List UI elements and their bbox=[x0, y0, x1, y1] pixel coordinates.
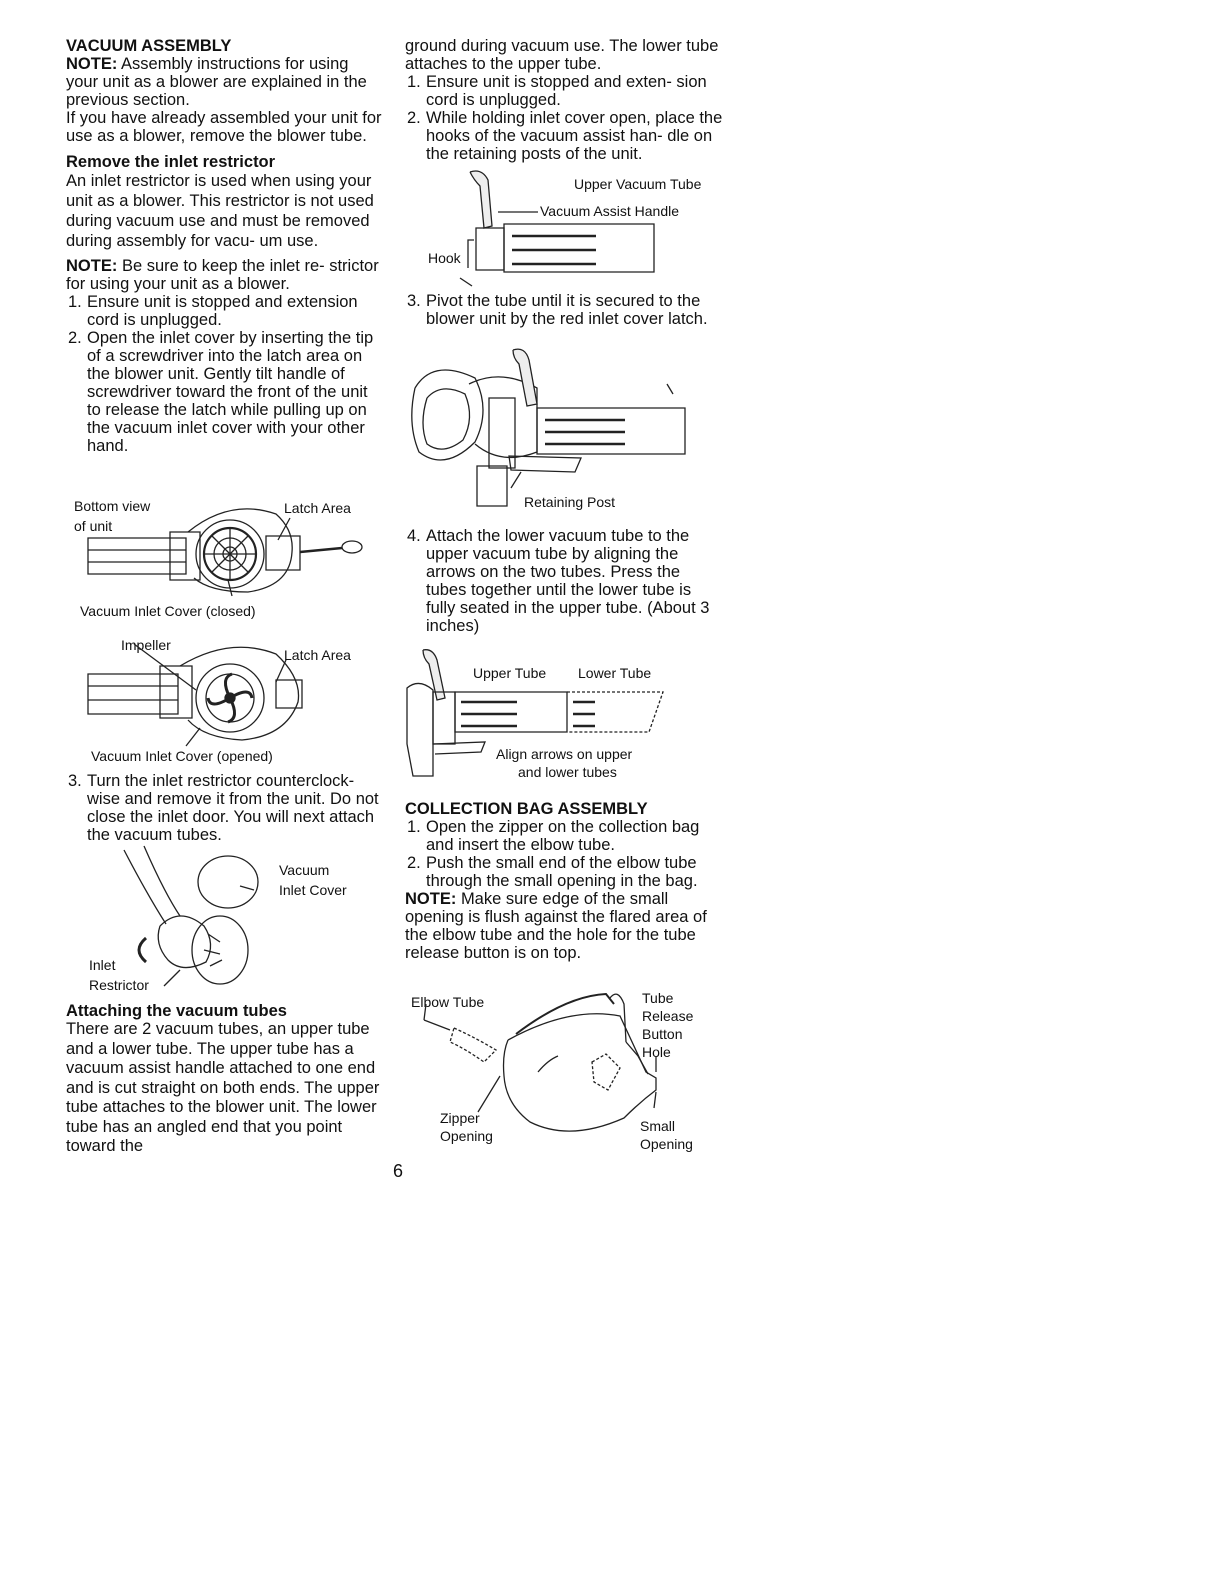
note-label: NOTE: bbox=[66, 257, 118, 275]
closed-caption: Vacuum Inlet Cover (closed) bbox=[80, 603, 256, 619]
inlet-cover-label: Inlet Cover bbox=[279, 882, 347, 898]
hook-label: Hook bbox=[428, 250, 461, 266]
align-line-2: and lower tubes bbox=[518, 764, 617, 780]
note-label: NOTE: bbox=[66, 55, 118, 73]
collection-bag-section bbox=[405, 800, 723, 962]
attaching-section bbox=[66, 1002, 384, 1157]
opened-caption: Vacuum Inlet Cover (opened) bbox=[91, 748, 273, 764]
latch-area-label: Latch Area bbox=[284, 500, 351, 516]
note-text: Be sure to keep the inlet re- strictor for using your unit as a blower. bbox=[66, 257, 379, 293]
impeller-label: Impeller bbox=[121, 637, 171, 653]
vacuum-label: Vacuum bbox=[279, 862, 330, 878]
note-label: NOTE: bbox=[405, 890, 457, 908]
step-3-list bbox=[66, 772, 384, 844]
inlet-restrictor-steps bbox=[66, 293, 384, 455]
left-column bbox=[66, 37, 384, 455]
upper-tube-label: Upper Tube bbox=[473, 665, 547, 681]
retaining-post-figure bbox=[405, 348, 695, 518]
release-label: Release bbox=[642, 1008, 694, 1024]
continued-para: ground during vacuum use. The lower tube attaches to the upper tube. bbox=[405, 37, 719, 73]
upper-vacuum-tube-label: Upper Vacuum Tube bbox=[574, 176, 702, 192]
vacuum-assembly-heading: VACUUM ASSEMBLY bbox=[66, 37, 232, 55]
list-item: 4. Attach the lower vacuum tube to the upper vacuum tube by aligning the arrows on the two tubes. Press the tubes together until the lower tube is fully seated in the upper tube. (About 3 inches) bbox=[407, 527, 710, 635]
list-item: 3. Pivot the tube until it is secured to the blower unit by the red inlet cover latch. bbox=[407, 292, 708, 328]
button-label: Button bbox=[642, 1026, 683, 1042]
inlet-cover-opened-figure bbox=[80, 640, 380, 750]
tube-label: Tube bbox=[642, 990, 674, 1006]
list-item: 1. Open the zipper on the collection bag and insert the elbow tube. bbox=[407, 818, 700, 854]
restrictor-label: Restrictor bbox=[89, 977, 149, 993]
note-text: Make sure edge of the small opening is flush against the flared area of the elbow tube and the hole for the tube release button is on top. bbox=[405, 890, 707, 962]
zipper-label: Zipper bbox=[440, 1110, 480, 1126]
retaining-post-label: Retaining Post bbox=[524, 494, 616, 510]
remove-restrictor-figure bbox=[120, 846, 270, 996]
vacuum-assist-handle-label: Vacuum Assist Handle bbox=[540, 203, 680, 219]
align-line-1: Align arrows on upper bbox=[496, 746, 633, 762]
note-text: Assembly instructions for using your unit as a blower are explained in the previous section. bbox=[66, 55, 367, 109]
latch-area-label: Latch Area bbox=[284, 647, 351, 663]
hole-label: Hole bbox=[642, 1044, 671, 1060]
lower-tube-label: Lower Tube bbox=[578, 665, 652, 681]
attaching-para: There are 2 vacuum tubes, an upper tube and a lower tube. The upper tube has a vacuum assist handle attached to one end and is cut straight on both ends. The upper tube attaches to the blower unit. The lower tube has an angled end that you point toward the bbox=[66, 1020, 380, 1155]
right-step-3 bbox=[405, 292, 723, 328]
inlet-restrictor-note bbox=[66, 257, 384, 293]
right-step-4 bbox=[405, 527, 723, 635]
page-number: 6 bbox=[393, 1161, 404, 1181]
assist-handle-figure bbox=[440, 170, 670, 290]
inlet-restrictor-heading: Remove the inlet restrictor bbox=[66, 153, 276, 171]
inlet-restrictor-para: An inlet restrictor is used when using your unit as a blower. This restrictor is not used during vacuum use and must be removed during assembly for vacu- um use. bbox=[66, 172, 374, 250]
small-opening-label: Opening bbox=[640, 1136, 693, 1152]
inlet-label: Inlet bbox=[89, 957, 116, 973]
attaching-heading: Attaching the vacuum tubes bbox=[66, 1002, 287, 1020]
list-item: 3. Turn the inlet restrictor counterclock- wise and remove it from the unit. Do not close the inlet door. You will next attach the vacuum tubes. bbox=[68, 772, 379, 844]
list-item: 1. Ensure unit is stopped and exten- sion cord is unplugged. bbox=[407, 73, 707, 109]
of-unit-label: of unit bbox=[74, 518, 113, 534]
vacuum-assembly-note bbox=[66, 55, 384, 109]
list-item: 2. While holding inlet cover open, place the hooks of the vacuum assist han- dle on the retaining posts of the unit. bbox=[407, 109, 723, 163]
list-item: 2. Push the small end of the elbow tube through the small opening in the bag. bbox=[407, 854, 698, 890]
bottom-view-label: Bottom view bbox=[74, 498, 151, 514]
tubes-figure bbox=[405, 648, 670, 783]
list-item: 1. Ensure unit is stopped and extension cord is unplugged. bbox=[68, 293, 358, 329]
inlet-cover-closed-figure bbox=[80, 500, 380, 605]
collection-note bbox=[405, 890, 723, 962]
right-steps-a bbox=[405, 73, 723, 163]
right-column bbox=[405, 37, 723, 163]
vacuum-assembly-para: If you have already assembled your unit for use as a blower, remove the blower tube. bbox=[66, 109, 382, 145]
elbow-tube-label: Elbow Tube bbox=[411, 994, 485, 1010]
list-item: 2. Open the inlet cover by inserting the tip of a screwdriver into the latch area on the blower unit. Gently tilt handle of screwdriver toward the front of the unit to release the latch while pulling up on the vacuum inlet cover with your other hand. bbox=[68, 329, 374, 455]
collection-steps bbox=[405, 818, 723, 890]
zipper-opening-label: Opening bbox=[440, 1128, 493, 1144]
collection-heading: COLLECTION BAG ASSEMBLY bbox=[405, 800, 648, 818]
small-label: Small bbox=[640, 1118, 676, 1134]
